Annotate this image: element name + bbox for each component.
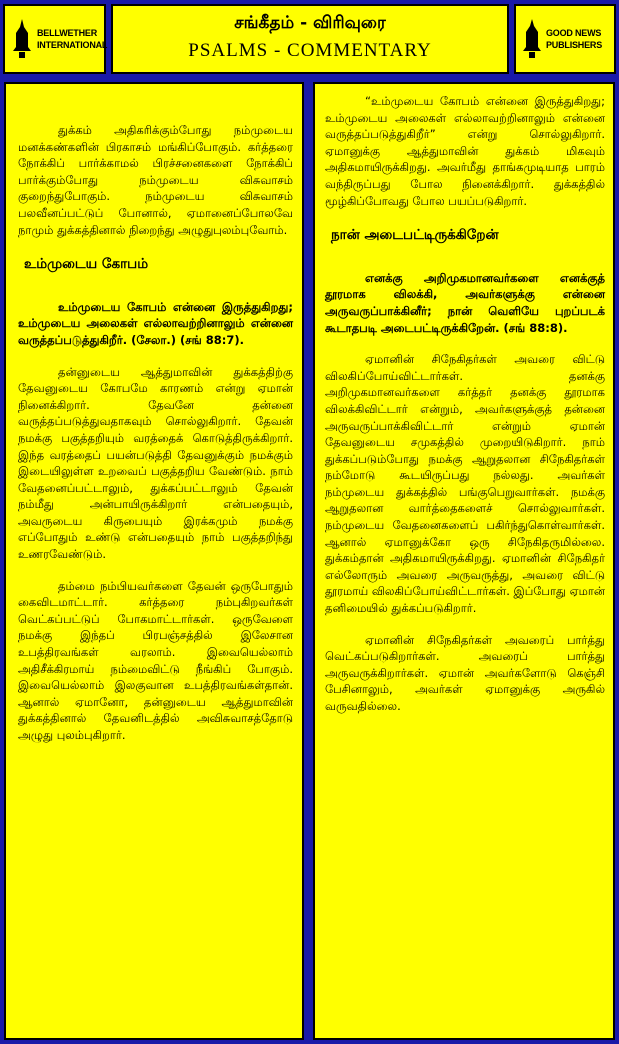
left-paragraph-2: தன்னுடைய ஆத்துமாவின் துக்கத்திற்கு தேவனுடைய கோபமே காரணம் என்று ஏமான் நினைக்கிறார். தேவனே தன்னை வருத்தப்படுத்துவதாகவும் சொல்லுகிறார். தேவன் நமக்கு பகுத்தறியும் வரத்தைக் கொடுத்திருக்கிறார். இந்த வரத்தைப் பயன்படுத்தி தேவனுக்கும் நமக்கும் இடையிலுள்ள உறவைப் பகுத்தறிய வேண்டும். நாம் வேதனைப்பட்டாலும், துக்கப்பட்டாலும் தேவன் நம்மீது அன்பாயிருக்கிறார் என்பதையும், அவருடைய கிருபையும் இரக்கமும் நமக்கு எப்போதும் உண்டு என்பதையும் நாம் பகுத்தறிந்து உணரவேண்டும். <box>18 364 293 562</box>
right-column <box>313 82 615 1040</box>
section-heading-shut-up: நான் அடைபட்டிருக்கிறேன் <box>331 227 499 244</box>
right-paragraph-1: “உம்முடைய கோபம் என்னை இருத்துகிறது; உம்முடைய அலைகள் எல்லாவற்றினாலும் என்னை வருத்தப்படுத்துகிறீர்” என்று சொல்லுகிறார். ஏமானுக்கு ஆத்துமாவின் துக்கம் மிகவும் அதிகமாயிருக்கிறது. அவர்மீது தாங்கமுடியாத பாரம் வந்திருப்பது போல நினைக்கிறார். துக்கத்தில் மூழ்கிப்போவது போல பயப்படுகிறார். <box>325 94 605 208</box>
left-paragraph-1: துக்கம் அதிகரிக்கும்போது நம்முடைய மனக்கண்களின் பிரகாசம் மங்கிப்போகும். கர்த்தரை நோக்கிப் பார்க்காமல் பிரச்சனைகளை நோக்கிப் பார்க்கும்போது நம்முடைய விசுவாசம் குறைந்துபோகும். நம்முடைய விசுவாசம் பலவீனப்பட்டுப் போனால், ஏமானைப்போலவே நாமும் துக்கத்தினால் நிறைந்து அழுதுபுலம்புவோம். <box>18 123 293 237</box>
verse-psalm-88-7: உம்முடைய கோபம் என்னை இருத்துகிறது; உம்முடைய அலைகள் எல்லாவற்றினாலும் என்னை வருத்தப்படுத்துகிறீர். (சேலா.) (சங் 88:7). <box>18 299 293 347</box>
right-paragraph-3: ஏமானின் சிநேகிதர்கள் அவரைப் பார்த்து வெட்கப்படுகிறார்கள். அவரைப் பார்த்து அருவருக்கிறார்கள். ஏமான் அவர்களோடு கெஞ்சி பேசினாலும், அவர்கள் ஏமானுக்கு அருகில் வருவதில்லை. <box>325 632 605 713</box>
good-news-bell-icon <box>522 17 542 61</box>
left-paragraph-3: தம்மை நம்பியவர்களை தேவன் ஒருபோதும் கைவிடமாட்டார். கர்த்தரை நம்புகிறவர்கள் வெட்கப்பட்டுப் போகமாட்டார்கள். ஒருவேளை நமக்கு இந்தப் பிரபஞ்சத்தில் இலேசான உபத்திரவங்கள் வரலாம். இவையெல்லாம் அதிசீக்கிரமாய் நம்மைவிட்டு நீங்கிப் போகும். இவையெல்லாம் இலகுவான உபத்திரவங்கள்தான். ஆனால் ஏமானோ, தன்னுடைய ஆத்துமாவின் துக்கத்தினால் தேவனிடத்தில் அவிசுவாசத்தோடு அழுது புலம்புகிறார். <box>18 578 293 742</box>
verse-psalm-88-8: எனக்கு அறிமுகமானவர்களை எனக்குத் தூரமாக விலக்கி, அவர்களுக்கு என்னை அருவருப்பாக்கினீர்; நான் வெளியே புறப்படக் கூடாதபடி அடைபட்டிருக்கிறேன். (சங் 88:8). <box>325 270 605 335</box>
publisher-logo-left <box>3 4 106 74</box>
title-tamil: சங்கீதம் - விரிவுரை <box>234 13 386 33</box>
publisher-logo-right <box>514 4 616 74</box>
right-paragraph-2: ஏமானின் சிநேகிதர்கள் அவரை விட்டு விலகிப்போய்விட்டார்கள். தனக்கு அறிமுகமானவர்களை கர்த்தர் தனக்கு தூரமாக விலக்கிவிட்டார் என்றும், அவர்களுக்குத் தன்னை அருவருப்பாக்கிவிட்டார் என்றும் ஏமான் தேவனுடைய சமுகத்தில் முறையிடுகிறார். நாம் துக்கப்படும்போது நமக்கு ஆறுதலான சிநேகிதர்கள் நம்மோடு கூடயிருப்பது நல்லது. அவர்கள் நம்முடைய துக்கத்தில் பங்குபெறுவார்கள். நமக்கு ஆறுதலான வார்த்தைகளைச் சொல்லுவார்கள். நம்முடைய வேதனைகளைப் பகிர்ந்துகொள்வார்கள். ஆனால் ஏமானுக்கோ ஒரு சிநேகிதருமில்லை. துக்கம்தான் அதிகமாயிருக்கிறது. ஏமானின் சிநேகிதர் எல்லோரும் அவரை அருவருத்து, அவரை விட்டு தூரமாய் விலகிப்போய்விட்டார்கள். இப்போது ஏமான் தனிமையில் துக்கப்படுகிறார். <box>325 352 605 616</box>
header <box>0 0 619 79</box>
title-box <box>111 4 509 74</box>
bellwether-logo-text: BELLWETHER INTERNATIONAL <box>37 28 108 50</box>
good-news-logo-text: GOOD NEWS PUBLISHERS <box>546 28 603 50</box>
bellwether-bell-icon <box>11 17 33 61</box>
left-column <box>4 82 304 1040</box>
section-heading-your-wrath: உம்முடைய கோபம் <box>24 256 149 273</box>
title-english: PSALMS - COMMENTARY <box>188 40 432 61</box>
